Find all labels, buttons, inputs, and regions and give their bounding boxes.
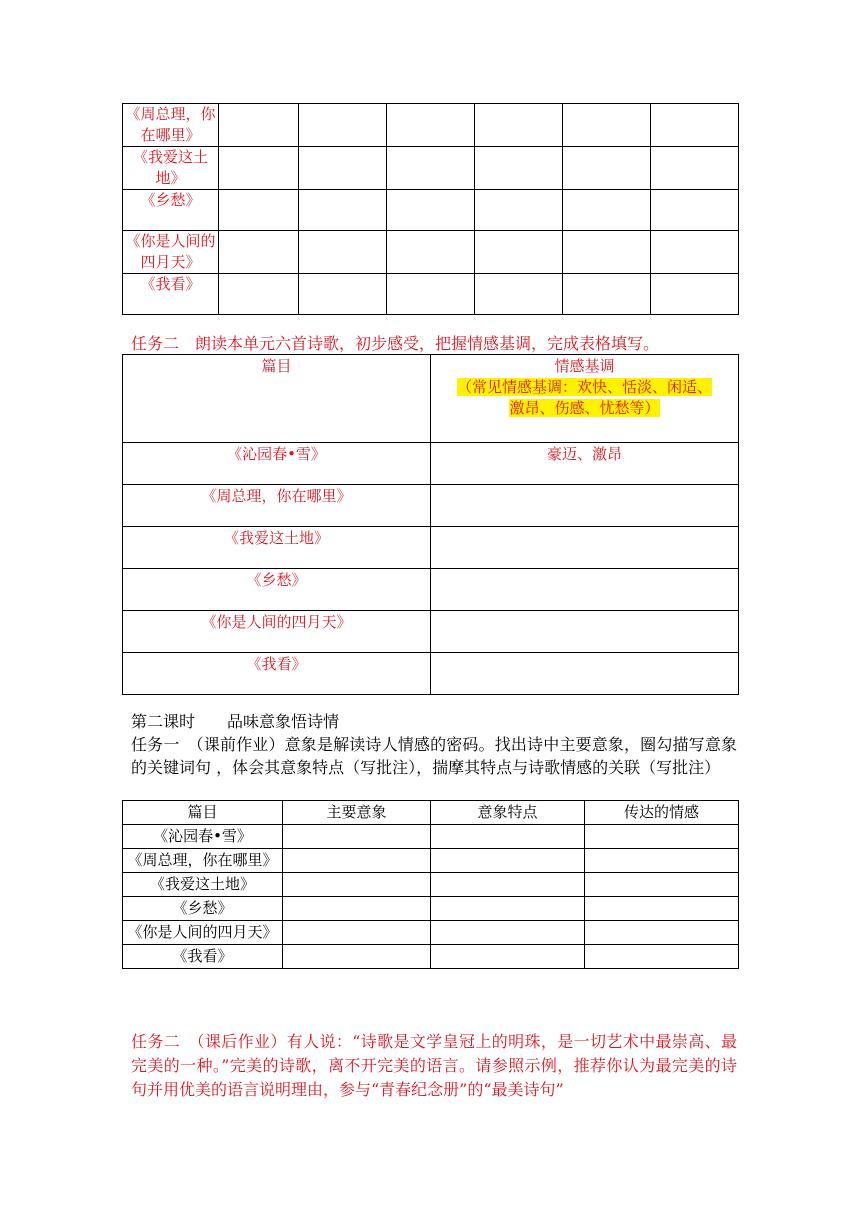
poem-title-cell: 《我看》 <box>123 653 431 695</box>
empty-cell[interactable] <box>299 190 387 231</box>
poem-title-cell: 《周总理，你在哪里》 <box>123 485 431 527</box>
poem-grid-row <box>123 104 739 147</box>
poem-title-cell: 《乡愁》 <box>123 190 219 231</box>
empty-cell[interactable] <box>299 231 387 274</box>
poem-title-cell: 《你是人间的四月天》 <box>123 231 219 274</box>
imagery-row <box>123 873 739 897</box>
empty-cell[interactable] <box>475 147 563 190</box>
empty-cell[interactable] <box>283 945 431 969</box>
empty-cell[interactable] <box>387 190 475 231</box>
poem-title-cell: 《你是人间的四月天》 <box>123 611 431 653</box>
empty-cell[interactable] <box>431 849 585 873</box>
header-title-cell <box>123 355 431 443</box>
empty-cell[interactable] <box>283 849 431 873</box>
imagery-header-cell: 篇目 <box>123 801 283 825</box>
emotion-row <box>123 527 739 569</box>
empty-cell[interactable] <box>219 274 299 315</box>
poem-title-cell: 《我看》 <box>123 945 283 969</box>
poem-title-cell: 《你是人间的四月天》 <box>123 921 283 945</box>
lesson2-task2: 任务二 （课后作业）有人说：“诗歌是文学皇冠上的明珠，是一切艺术中最崇高、最完美的一种。”完美的诗歌，离不开完美的语言。请参照示例，推荐你认为最完美的诗句并用优美的语言说明理由，参与“青春纪念册”的“最美诗句” <box>131 1032 737 1099</box>
empty-cell[interactable] <box>299 274 387 315</box>
poem-title-cell: 《周总理，你在哪里》 <box>123 849 283 873</box>
empty-cell[interactable] <box>475 104 563 147</box>
empty-cell[interactable] <box>431 825 585 849</box>
empty-cell[interactable] <box>431 873 585 897</box>
poem-grid-row <box>123 231 739 274</box>
empty-cell[interactable] <box>651 104 739 147</box>
poem-title-cell: 《我爱这土地》 <box>123 527 431 569</box>
imagery-header-cell: 主要意象 <box>283 801 431 825</box>
empty-cell[interactable] <box>219 104 299 147</box>
poem-title-cell: 《周总理，你在哪里》 <box>123 104 219 147</box>
poem-title-cell: 《我看》 <box>123 274 219 315</box>
empty-cell[interactable] <box>219 190 299 231</box>
emotion-cell[interactable] <box>431 485 739 527</box>
header-note-line2: 激昂、伤感、忧愁等） <box>509 399 660 417</box>
poem-grid-row <box>123 190 739 231</box>
empty-cell[interactable] <box>299 147 387 190</box>
poem-title-cell: 《乡愁》 <box>123 897 283 921</box>
empty-cell[interactable] <box>283 825 431 849</box>
emotion-cell[interactable] <box>431 527 739 569</box>
empty-cell[interactable] <box>563 274 651 315</box>
empty-cell[interactable] <box>585 921 739 945</box>
empty-cell[interactable] <box>431 921 585 945</box>
empty-cell[interactable] <box>651 231 739 274</box>
imagery-header-cell: 意象特点 <box>431 801 585 825</box>
empty-cell[interactable] <box>651 274 739 315</box>
emotion-row <box>123 611 739 653</box>
poem-title-cell: 《我爱这土地》 <box>123 873 283 897</box>
empty-cell[interactable] <box>585 849 739 873</box>
empty-cell[interactable] <box>651 190 739 231</box>
imagery-row <box>123 897 739 921</box>
emotion-cell[interactable] <box>431 569 739 611</box>
empty-cell[interactable] <box>219 231 299 274</box>
imagery-row <box>123 945 739 969</box>
emotion-cell[interactable] <box>431 611 739 653</box>
imagery-row <box>123 825 739 849</box>
poem-title-cell: 《我爱这土地》 <box>123 147 219 190</box>
empty-cell[interactable] <box>563 104 651 147</box>
empty-cell[interactable] <box>475 274 563 315</box>
imagery-header-row <box>123 801 739 825</box>
empty-cell[interactable] <box>431 897 585 921</box>
poem-grid-table <box>122 103 739 315</box>
empty-cell[interactable] <box>563 190 651 231</box>
emotion-cell[interactable] <box>431 653 739 695</box>
poem-grid-row <box>123 147 739 190</box>
empty-cell[interactable] <box>585 825 739 849</box>
poem-title-cell: 《乡愁》 <box>123 569 431 611</box>
empty-cell[interactable] <box>585 897 739 921</box>
imagery-row <box>123 921 739 945</box>
header-emotion: 情感基调 <box>554 357 615 375</box>
empty-cell[interactable] <box>283 873 431 897</box>
emotion-tone-table <box>122 354 739 695</box>
emotion-cell[interactable]: 豪迈、激昂 <box>431 443 739 485</box>
emotion-row <box>123 485 739 527</box>
empty-cell[interactable] <box>585 945 739 969</box>
empty-cell[interactable] <box>475 231 563 274</box>
header-emotion-cell <box>431 355 739 443</box>
poem-grid-row <box>123 274 739 315</box>
empty-cell[interactable] <box>299 104 387 147</box>
empty-cell[interactable] <box>475 190 563 231</box>
imagery-table <box>122 800 739 969</box>
imagery-header-cell: 传达的情感 <box>585 801 739 825</box>
empty-cell[interactable] <box>431 945 585 969</box>
poem-title-cell: 《沁园春•雪》 <box>123 443 431 485</box>
header-title: 篇目 <box>261 357 292 375</box>
empty-cell[interactable] <box>651 147 739 190</box>
task2-heading: 任务二 朗读本单元六首诗歌，初步感受，把握情感基调，完成表格填写。 <box>131 334 660 353</box>
emotion-row <box>123 569 739 611</box>
empty-cell[interactable] <box>563 147 651 190</box>
poem-title-cell: 《沁园春•雪》 <box>123 825 283 849</box>
empty-cell[interactable] <box>585 873 739 897</box>
lesson2-heading: 第二课时 品味意象悟诗情 <box>131 712 340 731</box>
empty-cell[interactable] <box>283 921 431 945</box>
empty-cell[interactable] <box>283 897 431 921</box>
empty-cell[interactable] <box>387 104 475 147</box>
emotion-row <box>123 443 739 485</box>
empty-cell[interactable] <box>219 147 299 190</box>
empty-cell[interactable] <box>387 274 475 315</box>
header-note-line1: （常见情感基调：欢快、恬淡、闲适、 <box>456 378 712 396</box>
emotion-row <box>123 653 739 695</box>
empty-cell[interactable] <box>387 231 475 274</box>
lesson2-task1: 任务一 （课前作业）意象是解读诗人情感的密码。找出诗中主要意象，圈勾描写意象的关键词句 ，体会其意象特点（写批注），揣摩其特点与诗歌情感的关联（写批注） <box>131 735 737 777</box>
imagery-row <box>123 849 739 873</box>
empty-cell[interactable] <box>563 231 651 274</box>
empty-cell[interactable] <box>387 147 475 190</box>
